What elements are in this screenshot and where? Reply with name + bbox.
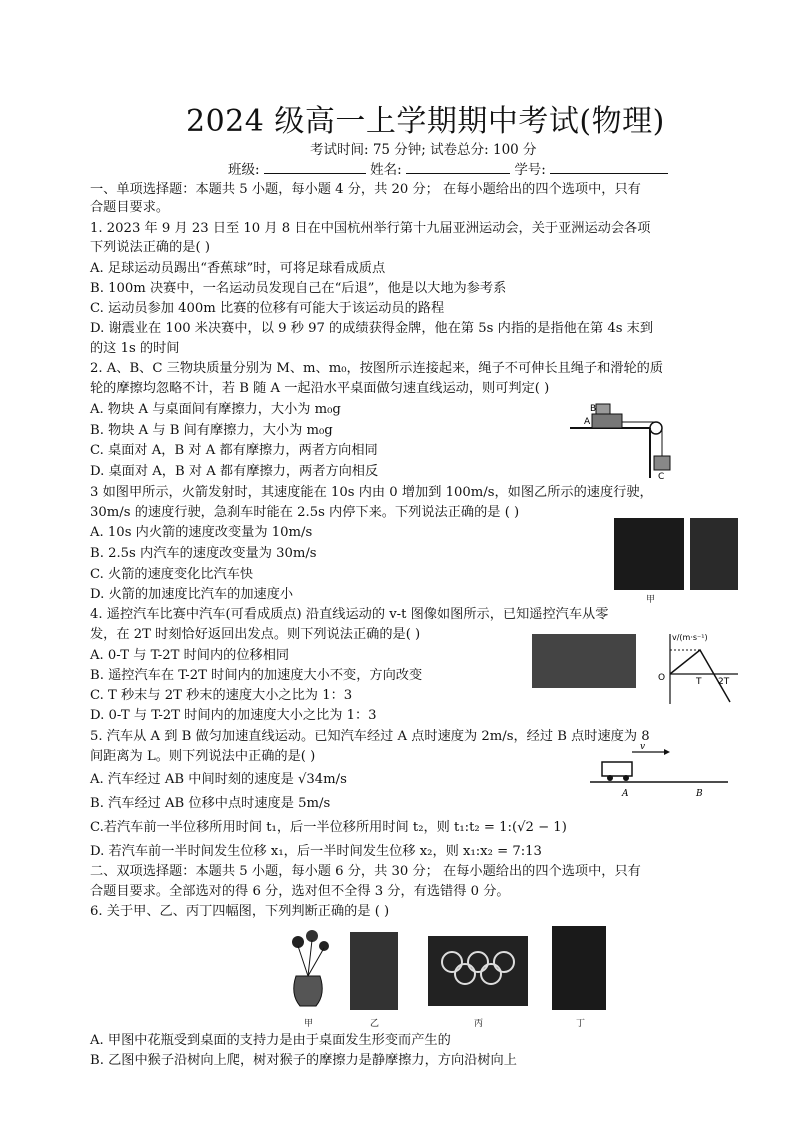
- q1-stem-cont: 下列说法正确的是( ): [90, 240, 210, 255]
- q5-car-figure: [588, 742, 734, 802]
- q1-stem: 1. 2023 年 9 月 23 日至 10 月 8 日在中国杭州举行第十九届亚洲运动会，关于亚洲运动会各项: [90, 221, 651, 236]
- student-info: [228, 158, 668, 178]
- label-c: C: [658, 472, 665, 480]
- q6-caption-bing: 丙: [474, 1019, 484, 1029]
- car-wheel-right: [623, 775, 629, 781]
- q1-option-a: A. 足球运动员踢出“香蕉球”时，可将足球看成质点: [90, 261, 386, 276]
- v-axis-label: v/(m·s⁻¹): [672, 633, 708, 642]
- q3-stem-cont: 30m/s 的速度行驶，急刹车时能在 2.5s 内停下来。下列说法正确的是 ( ): [90, 505, 520, 520]
- exam-title: 2024 级高一上学期期中考试(物理): [186, 104, 665, 139]
- arrowhead-icon: [664, 749, 670, 755]
- q6-option-a: A. 甲图中花瓶受到桌面的支持力是由于桌面发生形变而产生的: [90, 1033, 451, 1048]
- car-body: [602, 762, 632, 776]
- q6-caption-yi: 乙: [370, 1019, 380, 1029]
- section-2-heading: 二、双项选择题：本题共 5 小题，每小题 6 分，共 30 分； 在每小题给出的四个选项中，只有: [90, 864, 641, 879]
- q2-stem-cont: 轮的摩擦均忽略不计，若 B 随 A 一起沿水平桌面做匀速直线运动，则可判定( ): [90, 381, 550, 396]
- q6-vase-figure: [278, 928, 338, 1010]
- q2-option-c: C. 桌面对 A，B 对 A 都有摩擦力，两者方向相同: [90, 443, 378, 458]
- q1-option-c: C. 运动员参加 400m 比赛的位移有可能大于该运动员的路程: [90, 301, 445, 316]
- label-a: A: [584, 417, 591, 427]
- class-label: 班级:: [228, 162, 260, 178]
- olympic-rings-icon: [438, 948, 518, 988]
- label-b: B: [696, 789, 703, 799]
- q1-option-b: B. 100m 决赛中，一名运动员发现自己在“后退”，他是以大地为参考系: [90, 281, 507, 296]
- q5-option-b: B. 汽车经过 AB 位移中点时速度是 5m/s: [90, 796, 331, 811]
- q2-option-a: A. 物块 A 与桌面间有摩擦力，大小为 m₀g: [90, 402, 341, 417]
- q3-stem: 3 如图甲所示，火箭发射时，其速度能在 10s 内由 0 增加到 100m/s，如图乙所示的速度行驶，: [90, 485, 653, 500]
- q6-option-b: B. 乙图中猴子沿树向上爬，树对猴子的摩擦力是静摩擦力，方向沿树向上: [90, 1053, 517, 1068]
- q2-option-b: B. 物块 A 与 B 间有摩擦力，大小为 m₀g: [90, 423, 333, 438]
- q6-monkey-photo: [350, 932, 398, 1010]
- label-b: B: [590, 404, 597, 414]
- pulley-icon: [650, 422, 662, 434]
- q3-option-c: C. 火箭的速度变化比汽车快: [90, 567, 254, 582]
- q3-option-a: A. 10s 内火箭的速度改变量为 10m/s: [90, 525, 313, 540]
- q4-rc-car-photo: [532, 634, 636, 688]
- q3-rocket-photo: [614, 518, 684, 590]
- flower-icon-3: [319, 941, 329, 951]
- q2-option-d: D. 桌面对 A，B 对 A 都有摩擦力，两者方向相反: [90, 464, 379, 479]
- q4-stem-cont: 发，在 2T 时刻恰好返回出发点。则下列说法正确的是( ): [90, 627, 421, 642]
- section-1-heading: 一、单项选择题：本题共 5 小题，每小题 4 分，共 20 分； 在每小题给出的四个选项中，只有: [90, 182, 641, 197]
- q4-option-c: C. T 秒末与 2T 秒末的速度大小之比为 1：3: [90, 688, 353, 703]
- q3-car-photo: [690, 518, 738, 590]
- class-blank: [264, 161, 366, 174]
- q6-caption-ding: 丁: [576, 1019, 586, 1029]
- q5-stem-cont: 间距离为 L。则下列说法中正确的是( ): [90, 749, 316, 764]
- tick-2t: 2T: [718, 677, 730, 687]
- vt-line: [670, 650, 730, 702]
- q3-option-b: B. 2.5s 内汽车的速度改变量为 30m/s: [90, 546, 317, 561]
- block-c: [654, 456, 670, 470]
- q4-option-b: B. 遥控汽车在 T-2T 时间内的加速度大小不变，方向改变: [90, 668, 423, 683]
- car-wheel-left: [607, 775, 613, 781]
- name-label: 姓名:: [370, 162, 402, 178]
- q2-pulley-figure: [566, 398, 686, 480]
- q5-option-d: D. 若汽车前一半时间发生位移 x₁，后一半时间发生位移 x₂，则 x₁:x₂ = 7:13: [90, 844, 542, 859]
- q2-stem: 2. A、B、C 三物块质量分别为 M、m、m₀，按图所示连接起来，绳子不可伸长且绳子和滑轮的质: [90, 361, 664, 376]
- q1-option-d-cont: 的这 1s 的时间: [90, 341, 180, 356]
- q5-option-a: A. 汽车经过 AB 中间时刻的速度是 √34m/s: [90, 772, 347, 787]
- id-label: 学号:: [514, 162, 546, 178]
- q4-stem: 4. 遥控汽车比赛中汽车(可看成质点) 沿直线运动的 v-t 图像如图所示，已知遥控汽车从零: [90, 607, 609, 622]
- q5-option-c: C.若汽车前一半位移所用时间 t₁，后一半位移所用时间 t₂，则 t₁:t₂ = 1:(√2 − 1): [90, 820, 567, 835]
- block-b: [596, 404, 610, 414]
- tick-t: T: [696, 677, 702, 687]
- q3-caption: 甲: [646, 595, 656, 605]
- label-a: A: [622, 789, 629, 799]
- section-2-heading-cont: 合题目要求。全部选对的得 6 分，选对但不全得 3 分，有选错得 0 分。: [90, 884, 510, 899]
- q5-stem: 5. 汽车从 A 到 B 做匀加速直线运动。已知汽车经过 A 点时速度为 2m/s，经过 B 点时速度为 8: [90, 729, 650, 744]
- vase-icon: [294, 976, 323, 1006]
- q4-option-a: A. 0-T 与 T-2T 时间内的位移相同: [90, 648, 290, 663]
- section-1-heading-cont: 合题目要求。: [90, 200, 170, 215]
- q4-vt-graph: [654, 628, 740, 706]
- label-v: v: [640, 742, 646, 752]
- block-a: [592, 414, 622, 428]
- flower-stem: [298, 946, 308, 976]
- q4-option-d: D. 0-T 与 T-2T 时间内的加速度大小之比为 1：3: [90, 708, 377, 723]
- origin-label: O: [658, 673, 666, 683]
- q3-option-d: D. 火箭的加速度比汽车的加速度小: [90, 587, 294, 602]
- name-blank: [406, 161, 510, 174]
- id-blank: [550, 161, 668, 174]
- q6-night-photo: [552, 926, 606, 1010]
- exam-meta: 考试时间: 75 分钟; 试卷总分: 100 分: [310, 142, 537, 158]
- q6-caption-jia: 甲: [304, 1019, 314, 1029]
- q6-stem: 6. 关于甲、乙、丙丁四幅图，下列判断正确的是 ( ): [90, 904, 390, 919]
- q1-option-d: D. 谢震业在 100 米决赛中，以 9 秒 97 的成绩获得金牌，他在第 5s 内指的是指他在第 4s 末到: [90, 321, 654, 336]
